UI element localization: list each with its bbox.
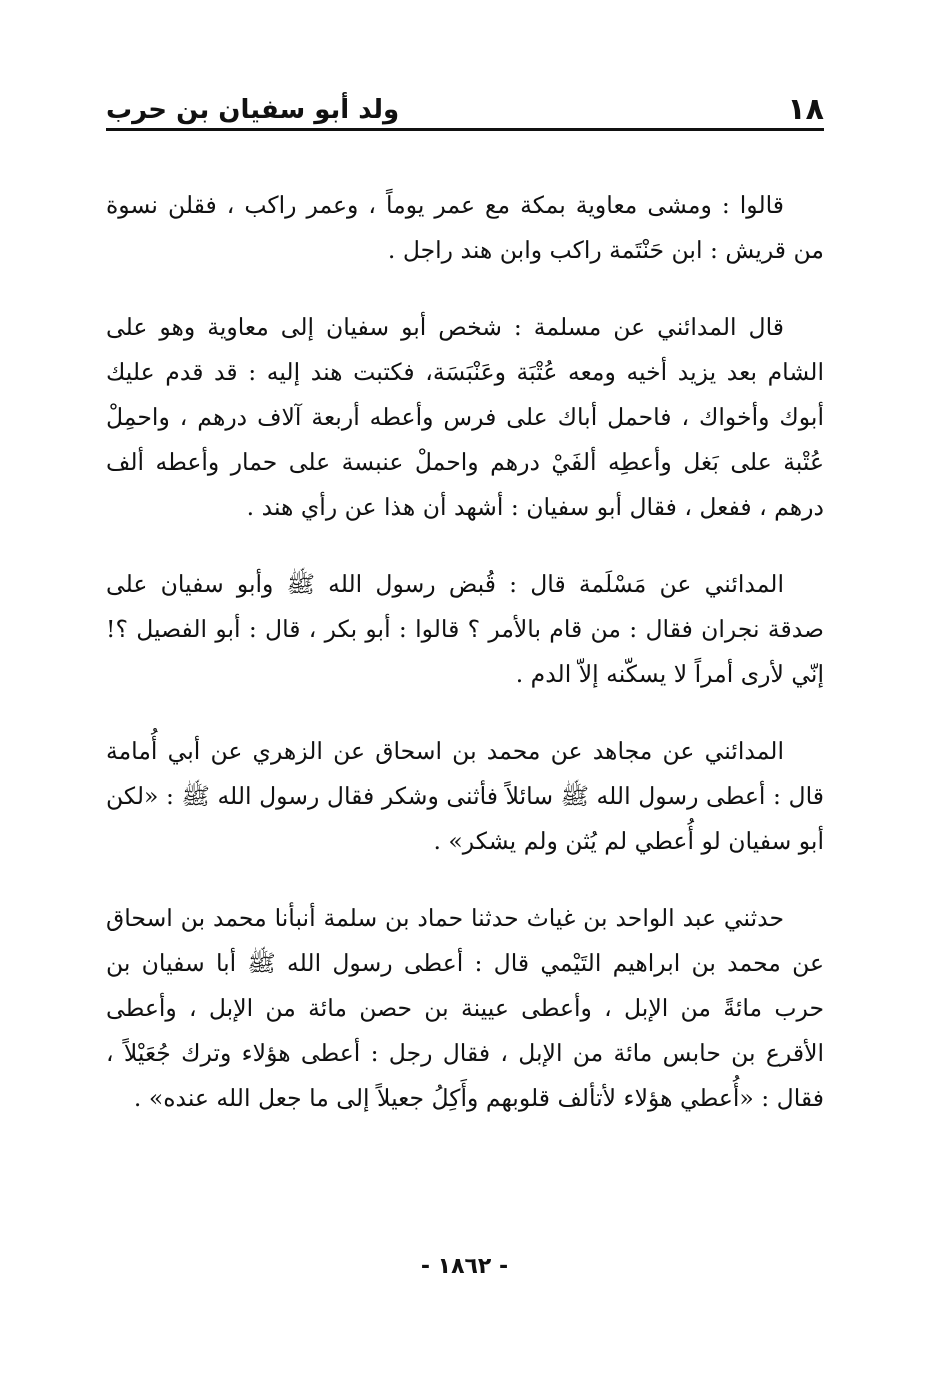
- paragraph-4: المدائني عن مجاهد عن محمد بن اسحاق عن الزهري عن أبي أُمامة قال : أعطى رسول الله ﷺ سائلاً فأثنى وشكر فقال رسول الله ﷺ : «لكن أبو سفيان لو أُعطي لم يُثن ولم يشكر» .: [106, 737, 824, 855]
- page-body: [106, 183, 824, 1153]
- running-title: ولد أبو سفيان بن حرب: [106, 95, 400, 125]
- paragraph-1: قالوا : ومشى معاوية بمكة مع عمر يوماً ، وعمر راكب ، فقلن نسوة من قريش : ابن حَنْتَمة راكب وابن هند راجل .: [106, 191, 824, 264]
- header-page-number: ١٨: [787, 92, 824, 127]
- page-header: [106, 84, 824, 130]
- paragraph-3: المدائني عن مَسْلَمة قال : قُبض رسول الله ﷺ وأبو سفيان على صدقة نجران فقال : من قام بالأمر ؟ قالوا : أبو بكر ، قال : أبو الفصيل ؟! إنّي لأرى أمراً لا يسكّنه إلاّ الدم .: [106, 570, 824, 688]
- footer-page-number: - ١٨٦٢ -: [420, 1254, 509, 1279]
- paragraph-5: حدثني عبد الواحد بن غياث حدثنا حماد بن سلمة أنبأنا محمد بن اسحاق عن محمد بن ابراهيم التَيْمي قال : أعطى رسول الله ﷺ أبا سفيان بن حرب مائةً من الإبل ، وأعطى عيينة بن حصن مائة من الإبل ، وأعطى الأقرع بن حابس مائة من الإبل ، فقال رجل : أعطى هؤلاء وترك جُعَيْلاً ، فقال : «أُعطي هؤلاء لأتألف قلوبهم وأَكِلُ جعيلاً إلى ما جعل الله عنده» .: [106, 904, 824, 1112]
- paragraph-2: قال المدائني عن مسلمة : شخص أبو سفيان إلى معاوية وهو على الشام بعد يزيد أخيه ومعه عُتْبَة وعَنْبَسَة، فكتبت هند إليه : قد قدم عليك أبوك وأخواك ، فاحمل أباك على فرس وأعطه أربعة آلاف درهم ، واحمِلْ عُتْبة على بَغل وأعطِه ألفَيْ درهم واحملْ عنبسة على حمار وأعطه ألف درهم ، ففعل ، فقال أبو سفيان : أشهد أن هذا عن رأي هند .: [106, 313, 824, 521]
- header-rule: [106, 128, 824, 131]
